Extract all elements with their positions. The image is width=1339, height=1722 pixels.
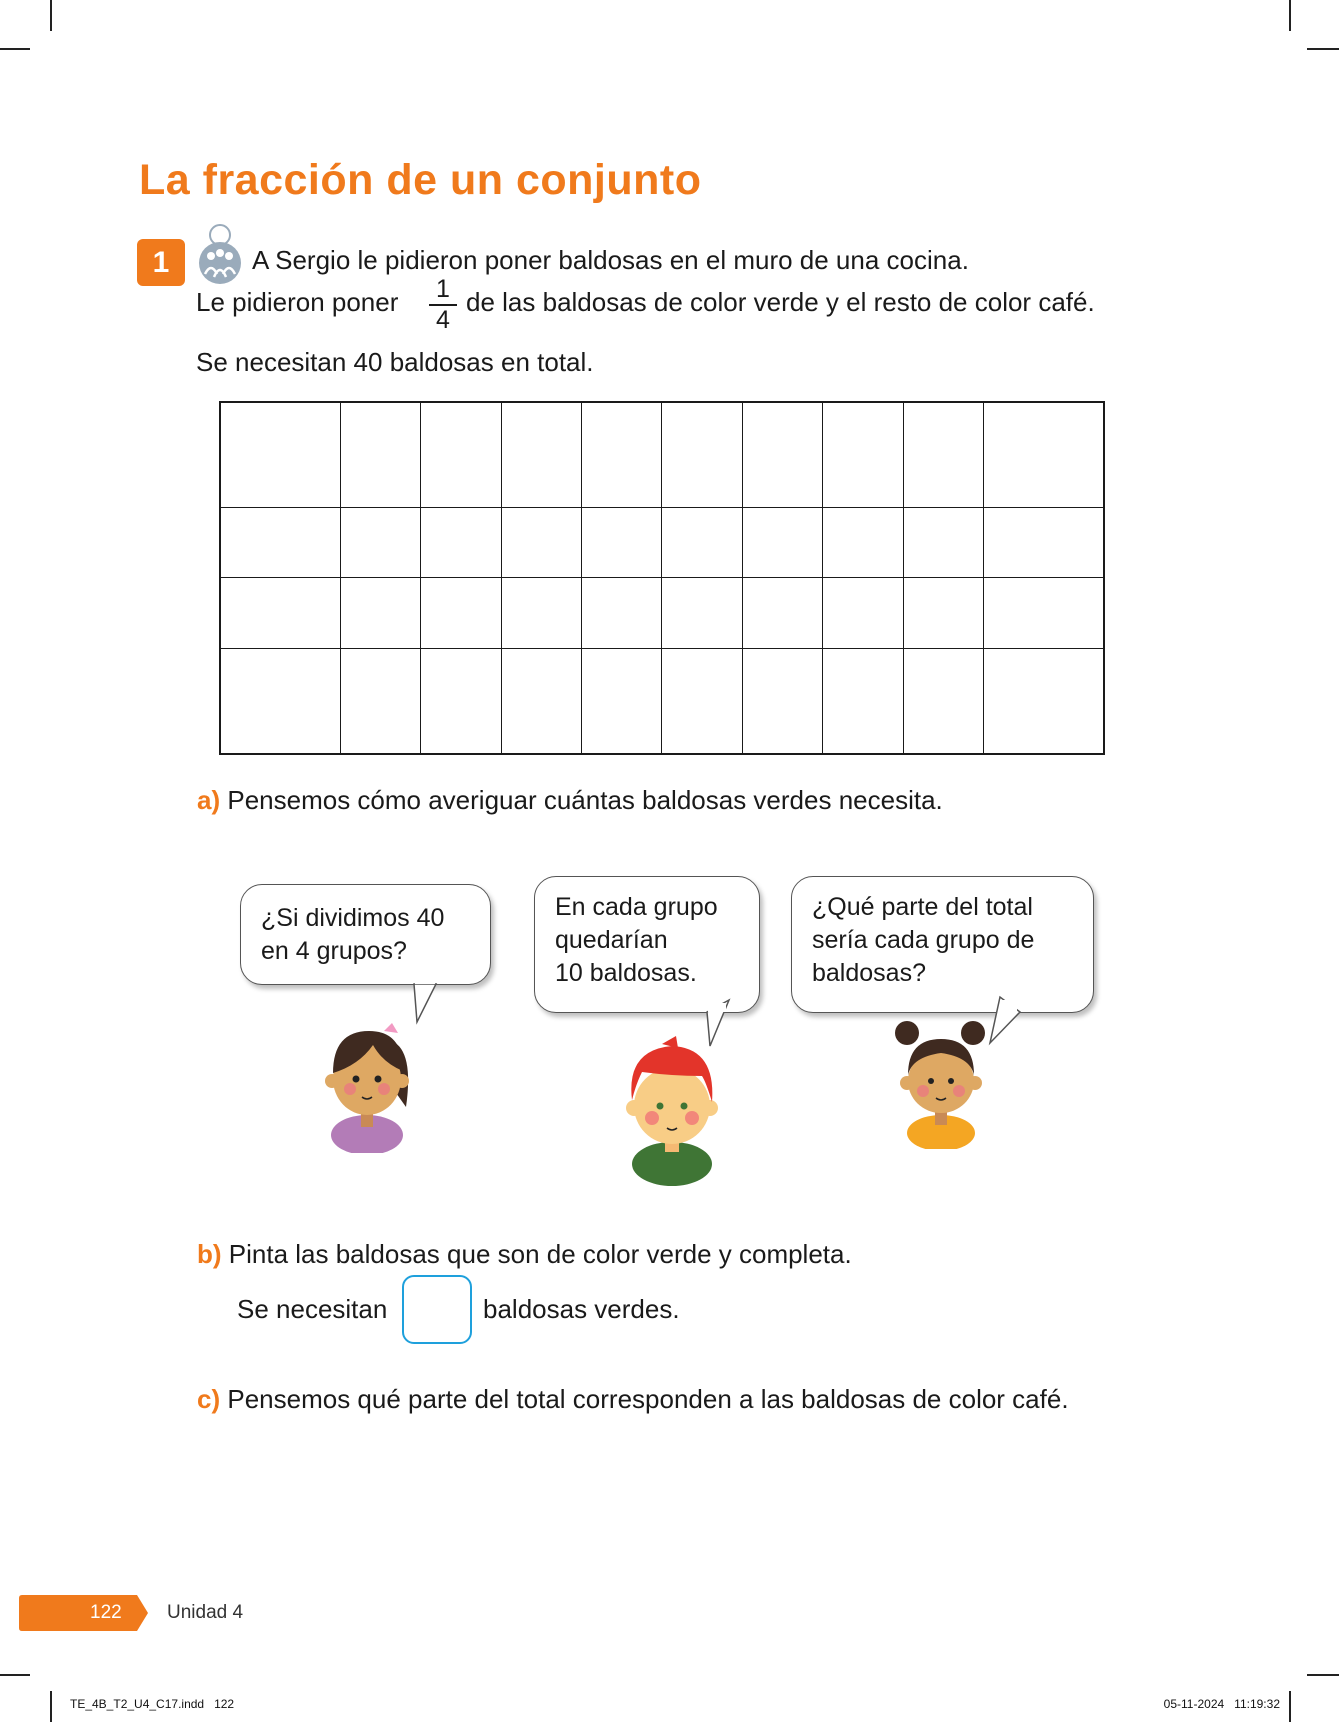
fraction-numerator: 1 [436, 275, 450, 303]
statement-line-2-before: Le pidieron poner [196, 287, 399, 317]
tile-cell[interactable] [582, 402, 662, 508]
tile-cell[interactable] [903, 648, 983, 754]
tile-cell[interactable] [662, 648, 742, 754]
part-a [197, 785, 943, 816]
statement-line-1: A Sergio le pidieron poner baldosas en el muro de una cocina. [252, 245, 969, 275]
crop-mark [1307, 48, 1339, 50]
bubble-text: en 4 grupos? [261, 937, 407, 965]
tile-cell[interactable] [220, 402, 341, 508]
speech-bubble-1 [240, 884, 491, 985]
tile-cell[interactable] [421, 508, 501, 578]
tile-cell[interactable] [823, 402, 903, 508]
crop-mark [1307, 1674, 1339, 1676]
bubble-text: quedarían [555, 926, 668, 954]
tile-cell[interactable] [823, 578, 903, 648]
tile-cell[interactable] [742, 648, 822, 754]
tile-cell[interactable] [501, 402, 581, 508]
bubble-text: baldosas? [812, 959, 926, 987]
tile-cell[interactable] [421, 648, 501, 754]
crop-mark [50, 1691, 52, 1722]
crop-mark [0, 1674, 30, 1676]
grid-row [220, 508, 1104, 578]
file-name: TE_4B_T2_U4_C17.indd 122 [70, 1697, 235, 1711]
tile-cell[interactable] [582, 648, 662, 754]
tile-cell[interactable] [341, 508, 421, 578]
statement-line-3: Se necesitan 40 baldosas en total. [196, 347, 594, 377]
part-c [197, 1384, 1069, 1415]
tile-cell[interactable] [983, 578, 1104, 648]
tile-cell[interactable] [341, 402, 421, 508]
crop-mark [1289, 1691, 1291, 1722]
tile-cell[interactable] [823, 648, 903, 754]
crop-mark [50, 0, 52, 31]
grid-row [220, 402, 1104, 508]
answer-input-box[interactable] [402, 1275, 472, 1344]
tile-cell[interactable] [662, 508, 742, 578]
tile-cell[interactable] [742, 508, 822, 578]
unit-label: Unidad 4 [167, 1602, 244, 1623]
tile-cell[interactable] [742, 402, 822, 508]
tile-cell[interactable] [421, 402, 501, 508]
girl-curly-buns-illustration [893, 1021, 989, 1149]
tile-cell[interactable] [983, 508, 1104, 578]
tile-cell[interactable] [903, 508, 983, 578]
part-c-label: c) [197, 1384, 221, 1414]
tile-cell[interactable] [823, 508, 903, 578]
boy-red-hair-illustration [624, 1036, 720, 1186]
part-b-text: Pinta las baldosas que son de color verde y completa. [228, 1239, 852, 1269]
answer-suffix: baldosas verdes. [483, 1294, 680, 1324]
tile-cell[interactable] [582, 508, 662, 578]
grid-row [220, 648, 1104, 754]
part-b-label: b) [197, 1239, 222, 1269]
grid-row [220, 578, 1104, 648]
bubble-text: ¿Si dividimos 40 [261, 904, 445, 932]
crop-mark [0, 48, 30, 50]
girl-ponytail-illustration [322, 1021, 418, 1153]
bubble-text: En cada grupo [555, 893, 718, 921]
tile-cell[interactable] [903, 402, 983, 508]
crop-mark [1289, 0, 1291, 31]
tile-cell[interactable] [662, 402, 742, 508]
page-title: La fracción de un conjunto [139, 156, 702, 204]
part-a-text: Pensemos cómo averiguar cuántas baldosas verdes necesita. [227, 785, 943, 815]
bubble-text: sería cada grupo de [812, 926, 1035, 954]
speech-bubble-2 [534, 876, 760, 1013]
page-number: 122 [90, 1602, 122, 1623]
tile-cell[interactable] [341, 648, 421, 754]
part-b [197, 1239, 852, 1270]
tile-cell[interactable] [501, 578, 581, 648]
answer-prefix: Se necesitan [237, 1294, 388, 1324]
tile-cell[interactable] [220, 578, 341, 648]
tile-cell[interactable] [903, 578, 983, 648]
speech-bubble-3 [791, 876, 1094, 1013]
tile-cell[interactable] [220, 508, 341, 578]
bubble-text: 10 baldosas. [555, 959, 697, 987]
tile-grid[interactable] [219, 401, 1105, 755]
tile-cell[interactable] [983, 402, 1104, 508]
tile-cell[interactable] [662, 578, 742, 648]
fraction-denominator: 4 [436, 306, 450, 334]
page-number-tab [19, 1595, 148, 1631]
timestamp: 05-11-2024 11:19:32 [1163, 1697, 1280, 1711]
tile-cell[interactable] [341, 578, 421, 648]
tile-cell[interactable] [501, 648, 581, 754]
group-work-icon [195, 222, 245, 286]
tile-cell[interactable] [582, 578, 662, 648]
tile-cell[interactable] [983, 648, 1104, 754]
fraction-one-quarter [429, 276, 457, 334]
part-a-label: a) [197, 785, 221, 815]
part-c-text: Pensemos qué parte del total corresponden a las baldosas de color café. [227, 1384, 1069, 1414]
tile-cell[interactable] [501, 508, 581, 578]
tile-cell[interactable] [421, 578, 501, 648]
tile-cell[interactable] [742, 578, 822, 648]
bubble-text: ¿Qué parte del total [812, 893, 1033, 921]
tile-cell[interactable] [220, 648, 341, 754]
statement-line-2-after: de las baldosas de color verde y el resto de color café. [466, 287, 1095, 317]
exercise-number-badge: 1 [137, 239, 185, 286]
